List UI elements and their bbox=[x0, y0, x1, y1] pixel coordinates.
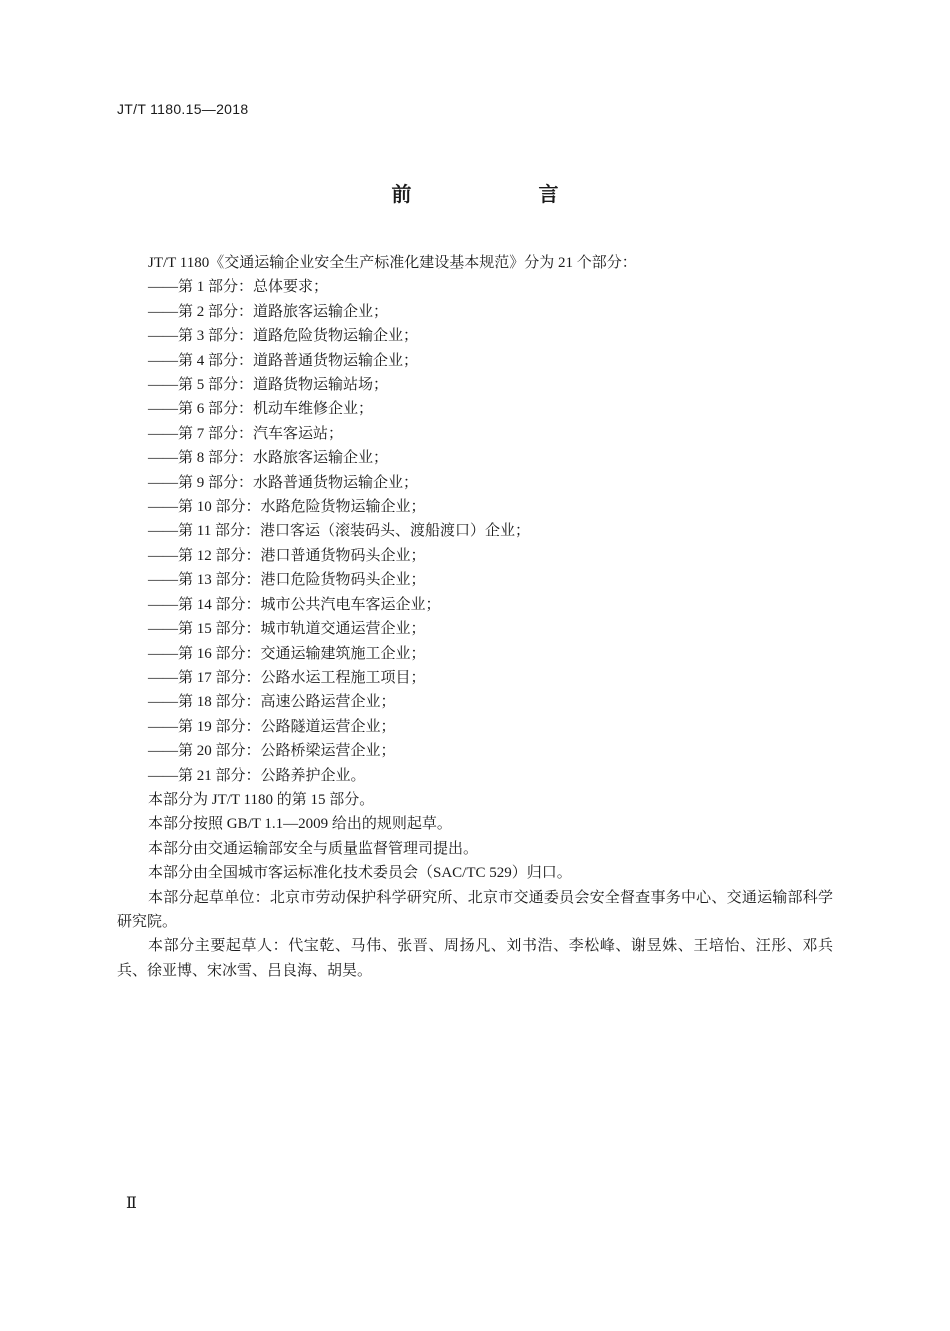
paragraph: 本部分起草单位：北京市劳动保护科学研究所、北京市交通委员会安全督查事务中心、交通运输部科学研究院。 bbox=[117, 889, 833, 930]
list-item: ——第 4 部分：道路普通货物运输企业； bbox=[148, 352, 419, 369]
parts-list bbox=[117, 275, 833, 788]
paragraph: 本部分由交通运输部安全与质量监督管理司提出。 bbox=[148, 840, 479, 857]
list-item: ——第 1 部分：总体要求； bbox=[148, 279, 329, 296]
document-code-header: JT/T 1180.15—2018 bbox=[117, 101, 249, 117]
intro-paragraph: JT/T 1180《交通运输企业安全生产标准化建设基本规范》分为 21 个部分： bbox=[148, 255, 637, 271]
list-item: ——第 11 部分：港口客运（滚装码头、渡船渡口）企业； bbox=[148, 523, 530, 540]
paragraph: 本部分为 JT/T 1180 的第 15 部分。 bbox=[148, 791, 375, 808]
list-item: ——第 18 部分：高速公路运营企业； bbox=[148, 694, 396, 711]
list-item: ——第 12 部分：港口普通货物码头企业； bbox=[148, 547, 426, 564]
list-item: ——第 19 部分：公路隧道运营企业； bbox=[148, 718, 396, 735]
list-item: ——第 6 部分：机动车维修企业； bbox=[148, 401, 374, 418]
list-item: ——第 5 部分：道路货物运输站场； bbox=[148, 377, 389, 394]
list-item: ——第 2 部分：道路旅客运输企业； bbox=[148, 303, 389, 320]
paragraph: 本部分由全国城市客运标准化技术委员会（SAC/TC 529）归口。 bbox=[148, 865, 572, 882]
list-item: ——第 14 部分：城市公共汽电车客运企业； bbox=[148, 596, 441, 613]
page-title: 前 言 bbox=[391, 182, 599, 206]
page-number: Ⅱ bbox=[126, 1195, 137, 1212]
list-item: ——第 9 部分：水路普通货物运输企业； bbox=[148, 474, 419, 491]
paragraph: 本部分按照 GB/T 1.1—2009 给出的规则起草。 bbox=[148, 816, 452, 833]
list-item: ——第 10 部分：水路危险货物运输企业； bbox=[148, 499, 426, 516]
foreword-body bbox=[117, 251, 833, 983]
list-item: ——第 16 部分：交通运输建筑施工企业； bbox=[148, 645, 426, 662]
list-item: ——第 13 部分：港口危险货物码头企业； bbox=[148, 572, 426, 589]
list-item: ——第 8 部分：水路旅客运输企业； bbox=[148, 450, 389, 467]
list-item: ——第 20 部分：公路桥梁运营企业； bbox=[148, 743, 396, 760]
list-item: ——第 15 部分：城市轨道交通运营企业； bbox=[148, 621, 426, 638]
list-item: ——第 7 部分：汽车客运站； bbox=[148, 425, 344, 442]
paragraph: 本部分主要起草人：代宝乾、马伟、张晋、周扬凡、刘书浩、李松峰、谢昱姝、王培怡、汪彤、邓兵兵、徐亚博、宋冰雪、吕良海、胡昊。 bbox=[117, 938, 833, 979]
list-item: ——第 3 部分：道路危险货物运输企业； bbox=[148, 328, 419, 345]
list-item: ——第 21 部分：公路养护企业。 bbox=[148, 767, 366, 784]
list-item: ——第 17 部分：公路水运工程施工项目； bbox=[148, 669, 426, 686]
paragraphs bbox=[117, 788, 833, 983]
